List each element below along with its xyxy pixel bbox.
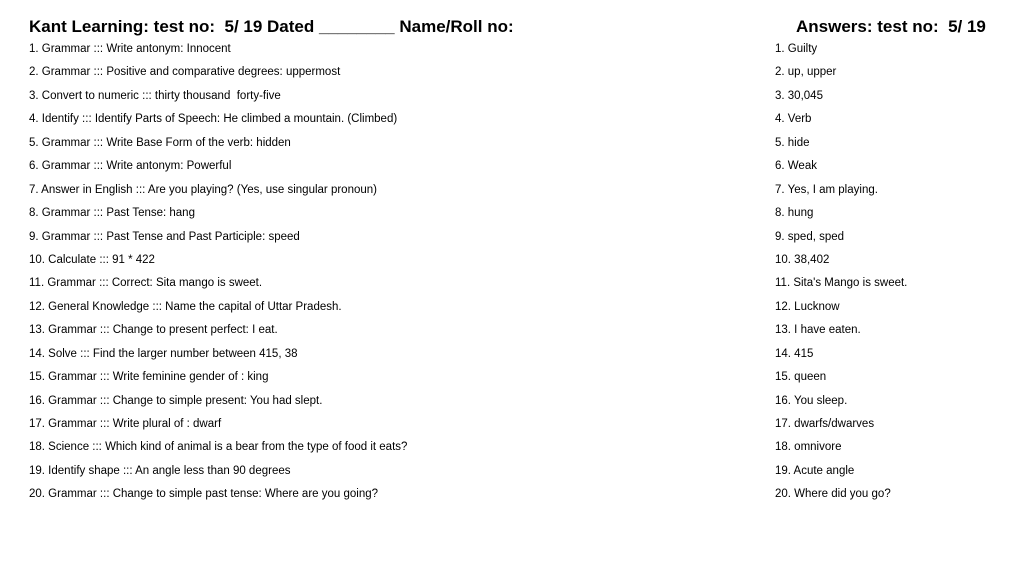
answer-item: 7. Yes, I am playing.	[775, 183, 878, 196]
answer-item: 13. I have eaten.	[775, 324, 861, 337]
answer-item: 1. Guilty	[775, 43, 818, 55]
question-item: 12. General Knowledge ::: Name the capital of Uttar Pradesh.	[29, 300, 342, 313]
answer-item: 16. You sleep.	[775, 394, 848, 407]
test-title: Kant Learning: test no: 5/ 19 Dated ________ Name/Roll no:	[29, 17, 514, 36]
question-item: 15. Grammar ::: Write feminine gender of : king	[29, 371, 269, 384]
answers-title: Answers: test no: 5/ 19	[796, 17, 986, 36]
answer-item: 10. 38,402	[775, 253, 830, 266]
answer-item: 2. up, upper	[775, 66, 837, 79]
question-item: 8. Grammar ::: Past Tense: hang	[29, 207, 195, 220]
question-item: 20. Grammar ::: Change to simple past tense: Where are you going?	[29, 488, 379, 501]
question-item: 16. Grammar ::: Change to simple present: You had slept.	[29, 394, 323, 407]
question-item: 9. Grammar ::: Past Tense and Past Participle: speed	[29, 230, 300, 243]
answer-item: 4. Verb	[775, 113, 812, 126]
question-item: 11. Grammar ::: Correct: Sita mango is sweet.	[29, 277, 263, 290]
question-item: 1. Grammar ::: Write antonym: Innocent	[29, 43, 231, 55]
answer-item: 8. hung	[775, 207, 814, 220]
answer-item: 19. Acute angle	[775, 464, 855, 477]
answer-item: 15. queen	[775, 371, 827, 384]
question-item: 17. Grammar ::: Write plural of : dwarf	[29, 418, 222, 430]
answer-list	[775, 38, 1015, 507]
question-item: 2. Grammar ::: Positive and comparative degrees: uppermost	[29, 66, 341, 79]
question-item: 4. Identify ::: Identify Parts of Speech: He climbed a mountain. (Climbed)	[29, 113, 398, 126]
question-item: 13. Grammar ::: Change to present perfect: I eat.	[29, 324, 278, 337]
answer-item: 14. 415	[775, 347, 814, 360]
answer-item: 12. Lucknow	[775, 300, 840, 313]
answer-item: 5. hide	[775, 136, 810, 149]
answer-item: 18. omnivore	[775, 441, 842, 454]
question-item: 18. Science ::: Which kind of animal is a bear from the type of food it eats?	[29, 441, 408, 454]
answer-item: 6. Weak	[775, 160, 817, 173]
answer-item: 3. 30,045	[775, 89, 823, 102]
answer-item: 20. Where did you go?	[775, 488, 891, 501]
question-list	[29, 38, 749, 507]
question-item: 14. Solve ::: Find the larger number between 415, 38	[29, 347, 298, 360]
answer-item: 9. sped, sped	[775, 230, 845, 243]
question-item: 5. Grammar ::: Write Base Form of the verb: hidden	[29, 136, 291, 149]
question-item: 7. Answer in English ::: Are you playing? (Yes, use singular pronoun)	[29, 183, 377, 196]
question-item: 6. Grammar ::: Write antonym: Powerful	[29, 160, 232, 173]
question-item: 19. Identify shape ::: An angle less than 90 degrees	[29, 464, 291, 477]
question-item: 3. Convert to numeric ::: thirty thousand forty-five	[29, 89, 281, 102]
answer-item: 17. dwarfs/dwarves	[775, 418, 875, 430]
answer-item: 11. Sita's Mango is sweet.	[775, 277, 908, 290]
question-item: 10. Calculate ::: 91 * 422	[29, 253, 155, 266]
